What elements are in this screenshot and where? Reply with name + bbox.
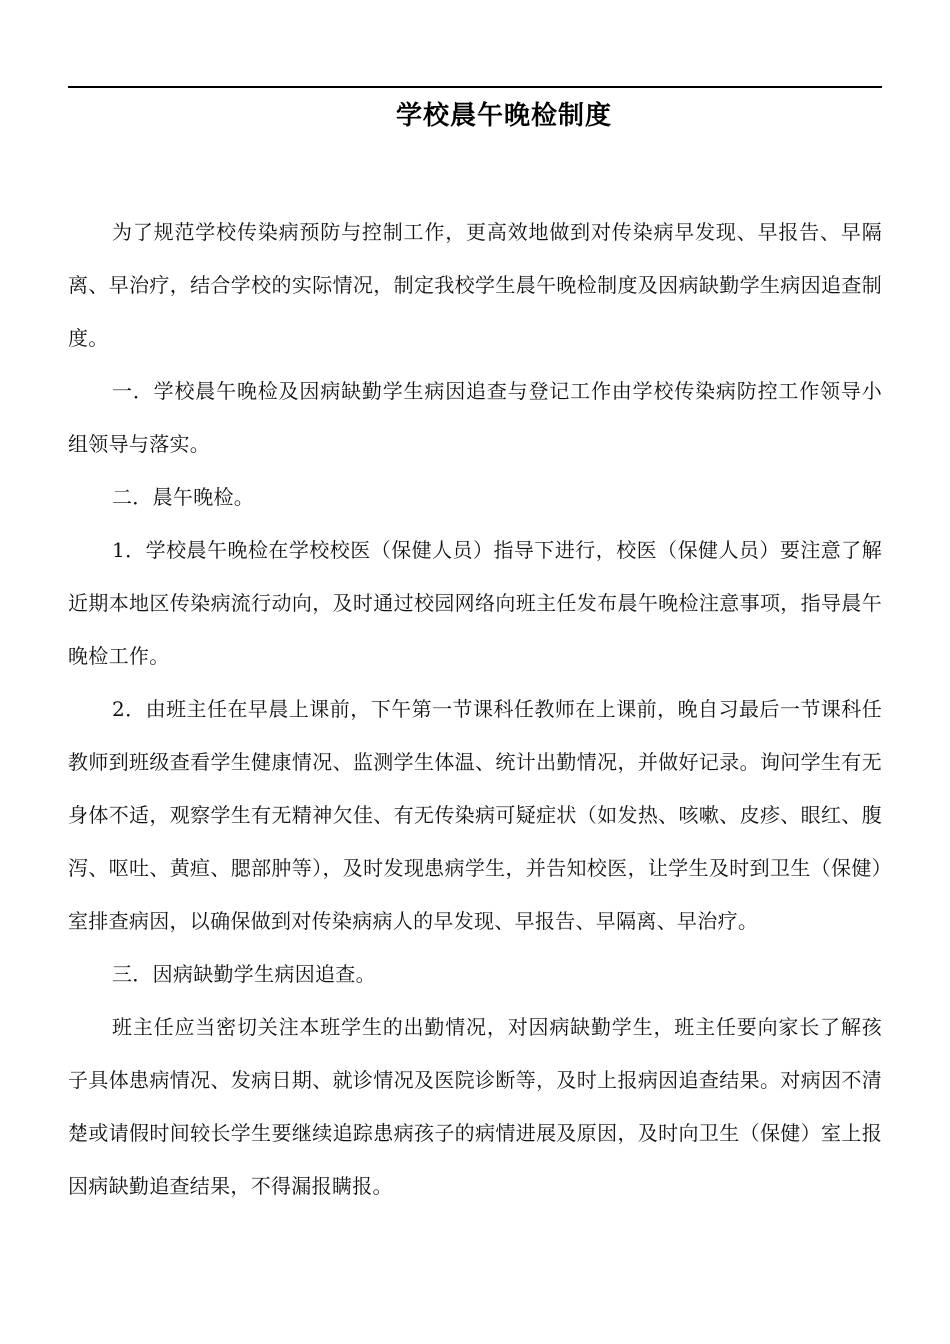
paragraph-intro: 为了规范学校传染病预防与控制工作，更高效地做到对传染病早发现、早报告、早隔离、早治疗，结合学校的实际情况，制定我校学生晨午晚检制度及因病缺勤学生病因追查制度。 [68,220,882,350]
paragraph-section-3-body: 班主任应当密切关注本班学生的出勤情况，对因病缺勤学生，班主任要向家长了解孩子具体患病情况、发病日期、就诊情况及医院诊断等，及时上报病因追查结果。对病因不清楚或请假时间较长学生要继续追踪患病孩子的病情进展及原因，及时向卫生（保健）室上报因病缺勤追查结果，不得漏报瞒报。 [68,1015,882,1198]
paragraph-section-3-heading: 三．因病缺勤学生病因追查。 [112,962,376,986]
paragraph-section-2-heading: 二．晨午晚检。 [112,485,255,509]
paragraph-section-1: 一．学校晨午晚检及因病缺勤学生病因追查与登记工作由学校传染病防控工作领导小组领导与落实。 [68,379,882,456]
header-rule [68,86,882,88]
paragraph-item-2: 2．由班主任在早晨上课前，下午第一节课科任教师在上课前，晚自习最后一节课科任教师到班级查看学生健康情况、监测学生体温、统计出勤情况，并做好记录。询问学生有无身体不适，观察学生有无精神欠佳、有无传染病可疑症状（如发热、咳嗽、皮疹、眼红、腹泻、呕吐、黄疸、腮部肿等），及时发现患病学生，并告知校医，让学生及时到卫生（保健）室排查病因，以确保做到对传染病病人的早发现、早报告、早隔离、早治疗。 [68,697,882,933]
document-body [68,206,882,1213]
paragraph-item-1: 1．学校晨午晚检在学校校医（保健人员）指导下进行，校医（保健人员）要注意了解近期本地区传染病流行动向，及时通过校园网络向班主任发布晨午晚检注意事项，指导晨午晚检工作。 [68,538,882,668]
document-title: 学校晨午晚检制度 [395,101,612,131]
